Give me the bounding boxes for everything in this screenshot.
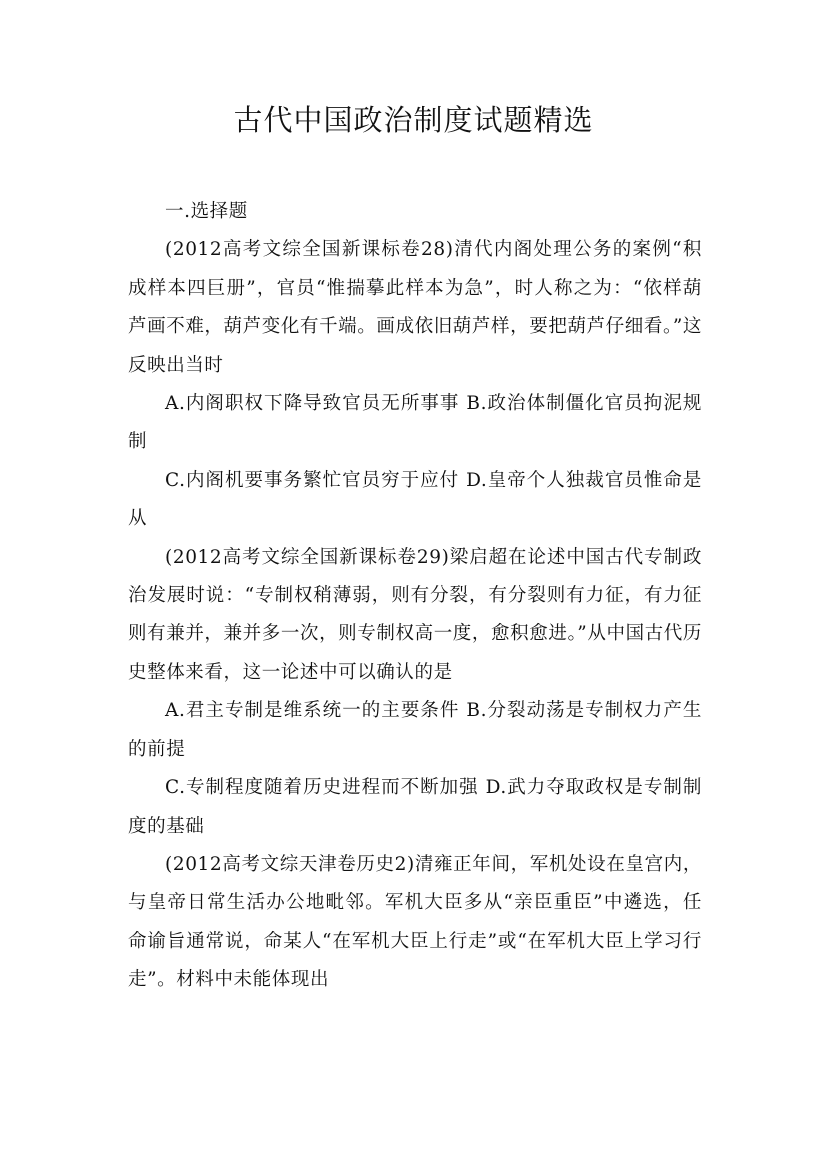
document-title: 古代中国政治制度试题精选 — [233, 103, 594, 137]
question-stem: (2012高考文综全国新课标卷29)梁启超在论述中国古代专制政治发展时说：“专制权稍薄弱，则有分裂，有分裂则有力征，有力征则有兼并，兼并多一次，则专制权高一度，愈积愈进。”从中国古代历史整体来看，这一论述中可以确认的是 — [128, 546, 702, 683]
section-heading: 一.选择题 — [165, 201, 248, 222]
question-options: C.内阁机要事务繁忙官员穷于应付 D.皇帝个人独裁官员惟命是从 — [128, 469, 702, 530]
question-options: A.内阁职权下降导致官员无所事事 B.政治体制僵化官员拘泥规制 — [128, 393, 702, 453]
question-options: C.专制程度随着历史进程而不断加强 D.武力夺取政权是专制制度的基础 — [128, 777, 702, 837]
question-stem: (2012高考文综天津卷历史2)清雍正年间，军机处设在皇宫内，与皇帝日常生活办公地毗邻。军机大臣多从“亲臣重臣”中遴选，任命谕旨通常说，命某人“在军机大臣上行走”或“在军机大臣上学习行走”。材料中未能体现出 — [128, 853, 702, 991]
question-stem: (2012高考文综全国新课标卷28)清代内阁处理公务的案例“积成样本四巨册”，官员“惟揣摹此样本为急”，时人称之为：“依样葫芦画不难，葫芦变化有千端。画成依旧葫芦样，要把葫芦仔细看。”这反映出当时 — [128, 239, 702, 376]
document-body — [128, 193, 702, 1000]
question-options: A.君主专制是维系统一的主要条件 B.分裂动荡是专制权力产生的前提 — [128, 700, 702, 760]
